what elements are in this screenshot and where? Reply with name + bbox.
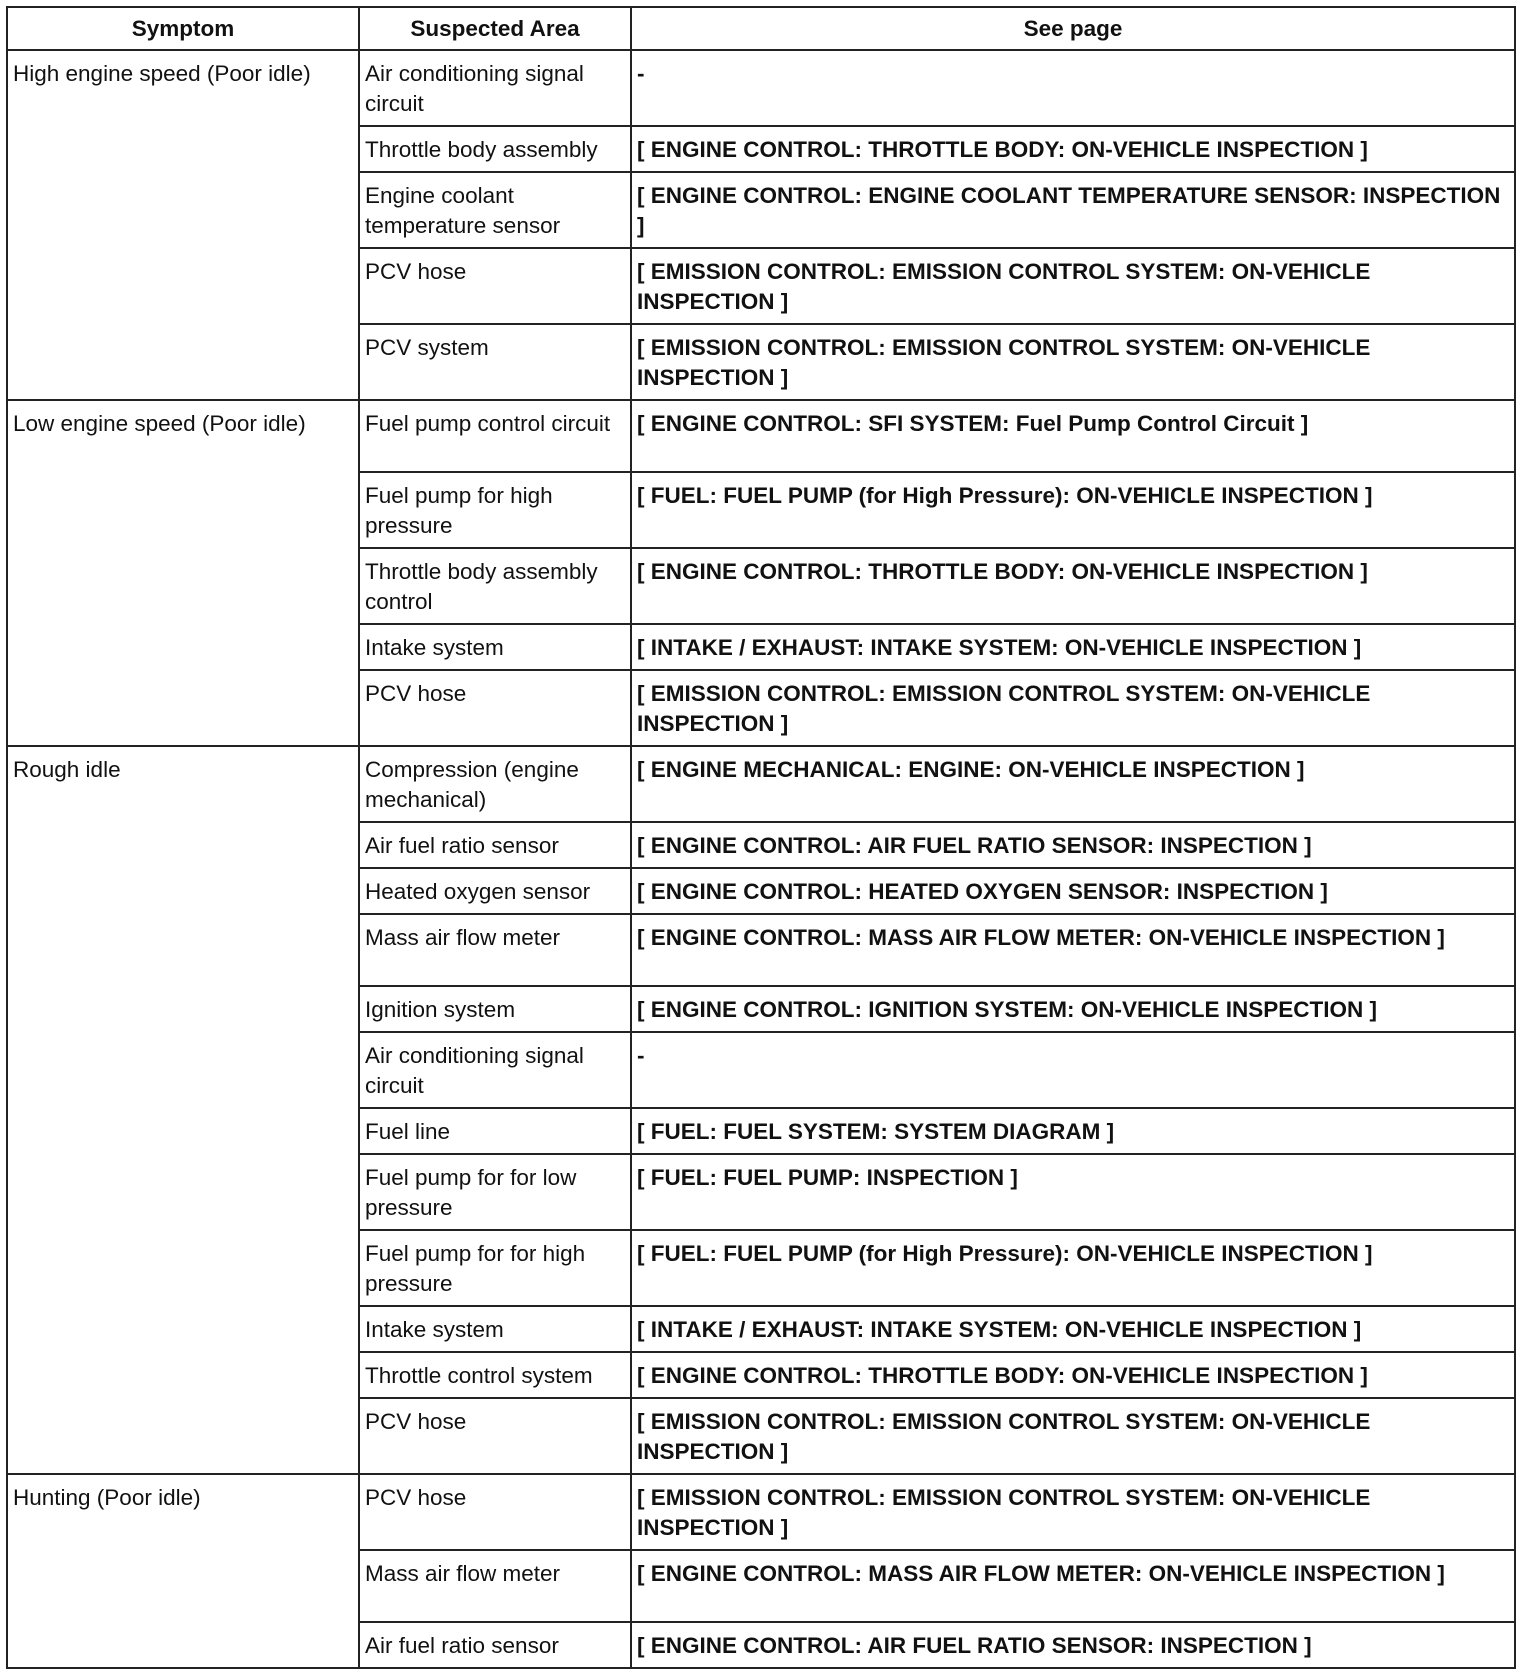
- suspected-area-cell: Throttle control system: [359, 1352, 631, 1398]
- table-row: [7, 400, 1515, 472]
- suspected-area-cell: Ignition system: [359, 986, 631, 1032]
- suspected-area-cell: Heated oxygen sensor: [359, 868, 631, 914]
- header-symptom: Symptom: [7, 7, 359, 50]
- see-page-cell: [ ENGINE CONTROL: MASS AIR FLOW METER: ON-VEHICLE INSPECTION ]: [631, 914, 1515, 986]
- see-page-cell: [ EMISSION CONTROL: EMISSION CONTROL SYSTEM: ON-VEHICLE INSPECTION ]: [631, 1398, 1515, 1474]
- suspected-area-cell: Fuel pump for high pressure: [359, 472, 631, 548]
- table-row: [7, 746, 1515, 822]
- see-page-cell: [ FUEL: FUEL PUMP: INSPECTION ]: [631, 1154, 1515, 1230]
- see-page-cell: -: [631, 50, 1515, 126]
- symptom-cell: Hunting (Poor idle): [7, 1474, 359, 1668]
- see-page-cell: [ ENGINE CONTROL: THROTTLE BODY: ON-VEHICLE INSPECTION ]: [631, 1352, 1515, 1398]
- see-page-cell: [ EMISSION CONTROL: EMISSION CONTROL SYSTEM: ON-VEHICLE INSPECTION ]: [631, 248, 1515, 324]
- see-page-cell: [ FUEL: FUEL PUMP (for High Pressure): ON-VEHICLE INSPECTION ]: [631, 472, 1515, 548]
- see-page-cell: [ ENGINE MECHANICAL: ENGINE: ON-VEHICLE INSPECTION ]: [631, 746, 1515, 822]
- see-page-cell: [ ENGINE CONTROL: THROTTLE BODY: ON-VEHICLE INSPECTION ]: [631, 548, 1515, 624]
- see-page-cell: [ ENGINE CONTROL: AIR FUEL RATIO SENSOR: INSPECTION ]: [631, 1622, 1515, 1668]
- header-row: [7, 7, 1515, 50]
- header-see-page: See page: [631, 7, 1515, 50]
- suspected-area-cell: PCV hose: [359, 1474, 631, 1550]
- suspected-area-cell: Air conditioning signal circuit: [359, 50, 631, 126]
- suspected-area-cell: Air fuel ratio sensor: [359, 1622, 631, 1668]
- troubleshooting-table: [6, 6, 1516, 1669]
- see-page-cell: [ INTAKE / EXHAUST: INTAKE SYSTEM: ON-VEHICLE INSPECTION ]: [631, 624, 1515, 670]
- suspected-area-cell: Intake system: [359, 1306, 631, 1352]
- troubleshooting-table-container: [6, 6, 1516, 1669]
- suspected-area-cell: Fuel pump for for high pressure: [359, 1230, 631, 1306]
- symptom-cell: Rough idle: [7, 746, 359, 1474]
- table-row: [7, 50, 1515, 126]
- see-page-cell: [ ENGINE CONTROL: THROTTLE BODY: ON-VEHICLE INSPECTION ]: [631, 126, 1515, 172]
- see-page-cell: [ INTAKE / EXHAUST: INTAKE SYSTEM: ON-VEHICLE INSPECTION ]: [631, 1306, 1515, 1352]
- see-page-cell: [ EMISSION CONTROL: EMISSION CONTROL SYSTEM: ON-VEHICLE INSPECTION ]: [631, 324, 1515, 400]
- symptom-cell: High engine speed (Poor idle): [7, 50, 359, 400]
- see-page-cell: [ ENGINE CONTROL: IGNITION SYSTEM: ON-VEHICLE INSPECTION ]: [631, 986, 1515, 1032]
- suspected-area-cell: PCV hose: [359, 670, 631, 746]
- suspected-area-cell: Engine coolant temperature sensor: [359, 172, 631, 248]
- symptom-cell: Low engine speed (Poor idle): [7, 400, 359, 746]
- suspected-area-cell: PCV system: [359, 324, 631, 400]
- see-page-cell: [ FUEL: FUEL PUMP (for High Pressure): ON-VEHICLE INSPECTION ]: [631, 1230, 1515, 1306]
- suspected-area-cell: Compression (engine mechanical): [359, 746, 631, 822]
- suspected-area-cell: PCV hose: [359, 248, 631, 324]
- suspected-area-cell: Air conditioning signal circuit: [359, 1032, 631, 1108]
- see-page-cell: [ EMISSION CONTROL: EMISSION CONTROL SYSTEM: ON-VEHICLE INSPECTION ]: [631, 670, 1515, 746]
- suspected-area-cell: Air fuel ratio sensor: [359, 822, 631, 868]
- see-page-cell: [ ENGINE CONTROL: AIR FUEL RATIO SENSOR: INSPECTION ]: [631, 822, 1515, 868]
- see-page-cell: [ EMISSION CONTROL: EMISSION CONTROL SYSTEM: ON-VEHICLE INSPECTION ]: [631, 1474, 1515, 1550]
- suspected-area-cell: PCV hose: [359, 1398, 631, 1474]
- suspected-area-cell: Mass air flow meter: [359, 1550, 631, 1622]
- suspected-area-cell: Mass air flow meter: [359, 914, 631, 986]
- see-page-cell: [ FUEL: FUEL SYSTEM: SYSTEM DIAGRAM ]: [631, 1108, 1515, 1154]
- suspected-area-cell: Throttle body assembly: [359, 126, 631, 172]
- suspected-area-cell: Fuel line: [359, 1108, 631, 1154]
- table-row: [7, 1474, 1515, 1550]
- table-header: [7, 7, 1515, 50]
- see-page-cell: [ ENGINE CONTROL: SFI SYSTEM: Fuel Pump Control Circuit ]: [631, 400, 1515, 472]
- see-page-cell: [ ENGINE CONTROL: HEATED OXYGEN SENSOR: INSPECTION ]: [631, 868, 1515, 914]
- see-page-cell: [ ENGINE CONTROL: ENGINE COOLANT TEMPERATURE SENSOR: INSPECTION ]: [631, 172, 1515, 248]
- see-page-cell: [ ENGINE CONTROL: MASS AIR FLOW METER: ON-VEHICLE INSPECTION ]: [631, 1550, 1515, 1622]
- table-body: [7, 50, 1515, 1668]
- suspected-area-cell: Fuel pump for for low pressure: [359, 1154, 631, 1230]
- see-page-cell: -: [631, 1032, 1515, 1108]
- suspected-area-cell: Throttle body assembly control: [359, 548, 631, 624]
- suspected-area-cell: Intake system: [359, 624, 631, 670]
- suspected-area-cell: Fuel pump control circuit: [359, 400, 631, 472]
- header-suspected-area: Suspected Area: [359, 7, 631, 50]
